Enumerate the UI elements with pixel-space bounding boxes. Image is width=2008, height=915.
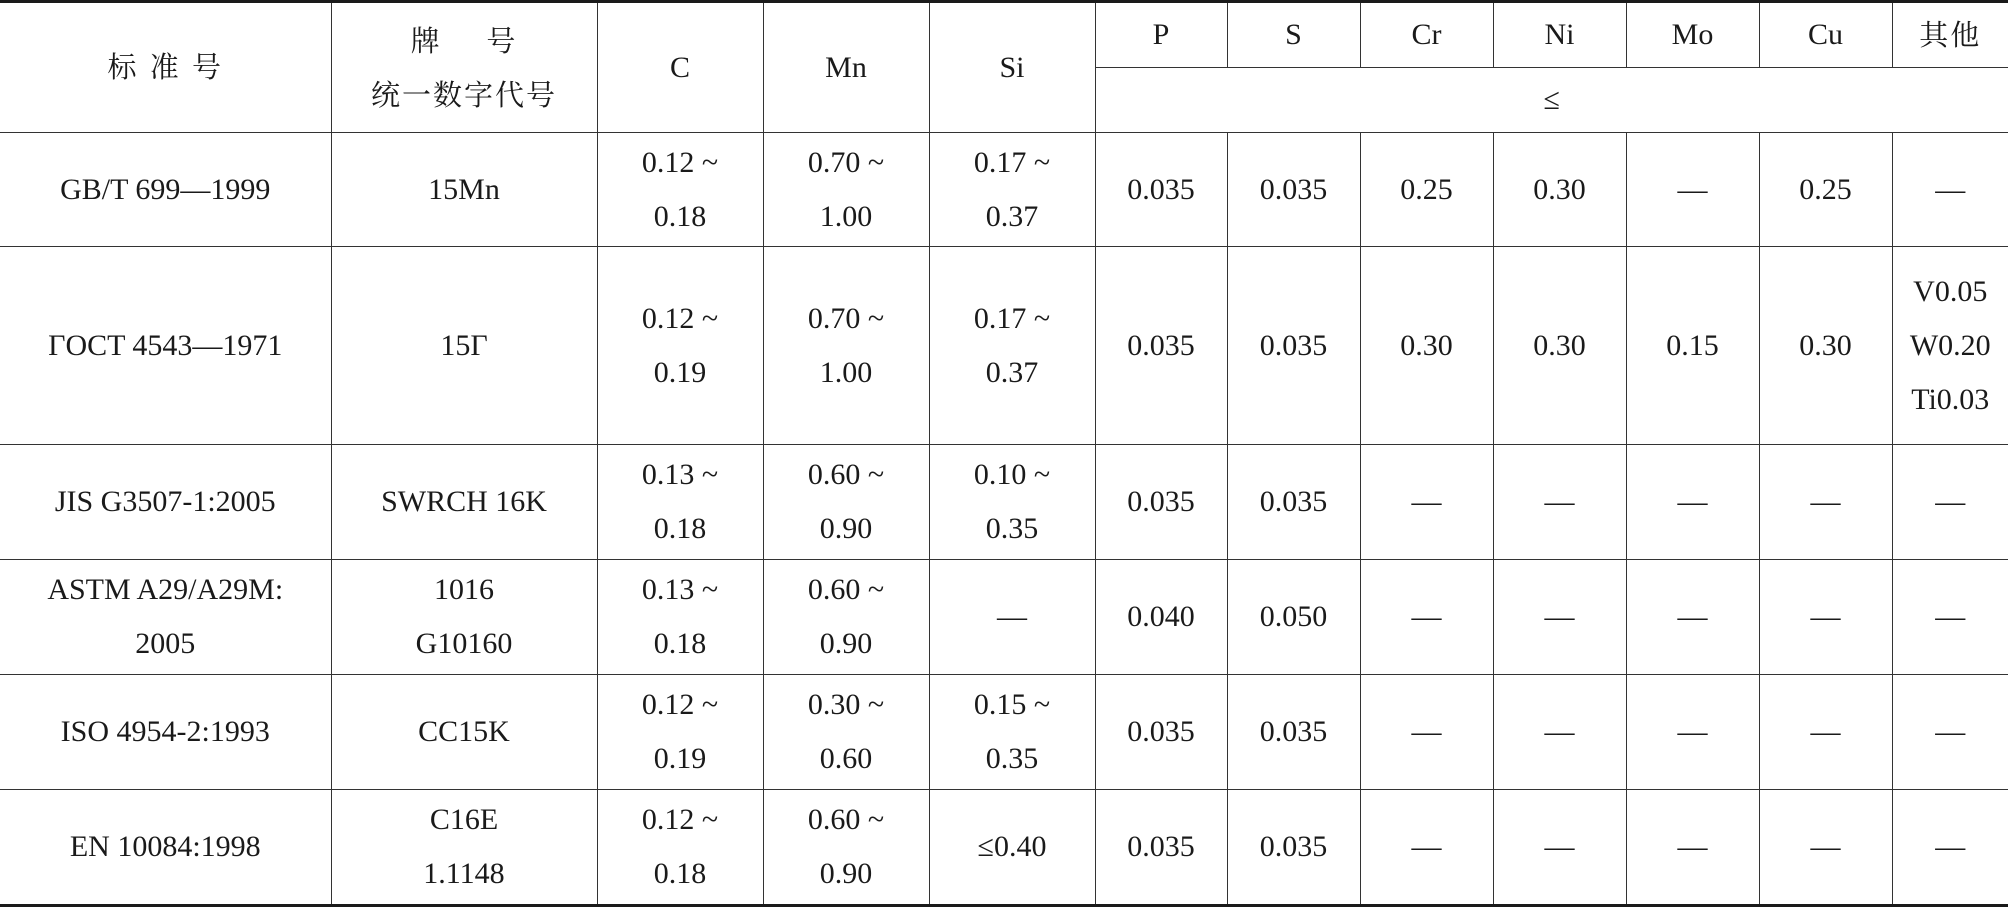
- cell-standard: [0, 445, 331, 560]
- cell-grade-line: G10160: [415, 627, 513, 660]
- cell-mn-line: 0.70 ~: [807, 301, 885, 335]
- cell-standard: [0, 560, 331, 675]
- cell-c-line: 0.19: [653, 355, 707, 389]
- cell-other-line: —: [1935, 600, 1966, 633]
- cell-mn-line: 0.90: [819, 512, 873, 545]
- cell-cu: 0.30: [1759, 247, 1892, 445]
- cell-ni: —: [1493, 560, 1626, 675]
- cell-standard: [0, 675, 331, 790]
- header-s: S: [1227, 2, 1360, 68]
- cell-c-line: 0.13 ~: [641, 573, 719, 606]
- cell-c: [597, 675, 763, 790]
- cell-mn-line: 1.00: [819, 355, 873, 389]
- header-si: Si: [929, 2, 1095, 133]
- cell-si-line: 0.17 ~: [973, 301, 1051, 335]
- header-grade-line1: 牌 号: [410, 23, 518, 58]
- header-max-symbol: ≤: [1095, 68, 2008, 133]
- header-standard: [0, 2, 331, 133]
- cell-standard-line: ISO 4954-2:1993: [60, 715, 270, 748]
- cell-si: [929, 133, 1095, 247]
- header-mn: Mn: [763, 2, 929, 133]
- cell-c-line: 0.18: [653, 512, 707, 545]
- cell-cu: —: [1759, 675, 1892, 790]
- cell-grade: [331, 445, 597, 560]
- cell-standard-line: GB/T 699—1999: [60, 172, 271, 206]
- cell-cr: —: [1360, 675, 1493, 790]
- table-row: [0, 133, 2008, 247]
- cell-p: 0.035: [1095, 790, 1227, 906]
- table-row: [0, 445, 2008, 560]
- cell-other: [1892, 247, 2008, 445]
- cell-standard-line: JIS G3507-1:2005: [54, 485, 276, 518]
- cell-c-line: 0.18: [653, 857, 707, 890]
- cell-mn: [763, 560, 929, 675]
- cell-other: [1892, 560, 2008, 675]
- cell-s: 0.035: [1227, 133, 1360, 247]
- table-row: [0, 247, 2008, 445]
- cell-standard: [0, 133, 331, 247]
- cell-other-line: —: [1935, 715, 1966, 748]
- cell-ni: 0.30: [1493, 247, 1626, 445]
- cell-other-line: —: [1935, 485, 1966, 518]
- cell-p: 0.035: [1095, 133, 1227, 247]
- header-cr: Cr: [1360, 2, 1493, 68]
- cell-si: [929, 675, 1095, 790]
- cell-c-line: 0.12 ~: [641, 688, 719, 721]
- cell-standard-line: ГOCT 4543—1971: [48, 328, 283, 362]
- cell-si: [929, 247, 1095, 445]
- cell-standard: [0, 247, 331, 445]
- cell-cr: 0.25: [1360, 133, 1493, 247]
- cell-c-line: 0.18: [653, 627, 707, 660]
- cell-mo: —: [1626, 133, 1759, 247]
- cell-si: [929, 560, 1095, 675]
- header-c: C: [597, 2, 763, 133]
- cell-mn-line: 0.90: [819, 627, 873, 660]
- cell-mn-line: 0.90: [819, 857, 873, 890]
- cell-c-line: 0.12 ~: [641, 145, 719, 179]
- cell-cr: —: [1360, 445, 1493, 560]
- cell-ni: 0.30: [1493, 133, 1626, 247]
- cell-cu: —: [1759, 445, 1892, 560]
- cell-mn-line: 0.60 ~: [807, 573, 885, 606]
- cell-grade: [331, 247, 597, 445]
- cell-c-line: 0.12 ~: [641, 803, 719, 836]
- cell-c: [597, 247, 763, 445]
- header-ni: Ni: [1493, 2, 1626, 68]
- cell-c: [597, 560, 763, 675]
- cell-grade-line: C16E: [429, 803, 499, 836]
- cell-grade-line: SWRCH 16K: [381, 485, 547, 518]
- cell-si-line: —: [997, 600, 1027, 633]
- cell-si-line: 0.35: [985, 512, 1039, 545]
- header-other-label: 其他: [1919, 17, 1982, 52]
- cell-other: [1892, 445, 2008, 560]
- header-p: P: [1095, 2, 1227, 68]
- cell-c: [597, 133, 763, 247]
- cell-p: 0.040: [1095, 560, 1227, 675]
- cell-p: 0.035: [1095, 445, 1227, 560]
- cell-standard-line: 2005: [135, 627, 196, 660]
- cell-mn: [763, 790, 929, 906]
- cell-mn-line: 1.00: [819, 199, 873, 233]
- cell-mn: [763, 247, 929, 445]
- header-row: [0, 2, 2008, 68]
- cell-grade-line: 1016: [434, 573, 494, 606]
- header-standard-label: 标 准 号: [107, 50, 223, 84]
- cell-si-line: 0.35: [985, 742, 1039, 775]
- cell-cr: —: [1360, 790, 1493, 906]
- cell-s: 0.035: [1227, 675, 1360, 790]
- cell-other: [1892, 675, 2008, 790]
- cell-other-line: —: [1935, 172, 1966, 206]
- table-row: [0, 790, 2008, 906]
- cell-grade-line: 15Mn: [428, 172, 500, 206]
- cell-c: [597, 445, 763, 560]
- header-mo: Mo: [1626, 2, 1759, 68]
- cell-si-line: ≤0.40: [977, 830, 1047, 863]
- cell-grade: [331, 790, 597, 906]
- cell-standard: [0, 790, 331, 906]
- cell-grade-line: 15Г: [440, 328, 488, 362]
- cell-c-line: 0.18: [653, 199, 707, 233]
- table-row: [0, 675, 2008, 790]
- cell-cu: —: [1759, 790, 1892, 906]
- cell-cr: —: [1360, 560, 1493, 675]
- cell-grade-line: CC15K: [418, 715, 510, 748]
- cell-grade: [331, 560, 597, 675]
- cell-mn-line: 0.30 ~: [807, 688, 885, 721]
- cell-mo: —: [1626, 790, 1759, 906]
- cell-cr: 0.30: [1360, 247, 1493, 445]
- cell-c-line: 0.13 ~: [641, 458, 719, 491]
- cell-standard-line: EN 10084:1998: [69, 830, 261, 863]
- cell-si: [929, 445, 1095, 560]
- cell-si-line: 0.15 ~: [973, 688, 1051, 721]
- cell-s: 0.050: [1227, 560, 1360, 675]
- cell-si-line: 0.17 ~: [973, 145, 1051, 179]
- cell-other-line: V0.05: [1913, 274, 1988, 308]
- cell-mo: —: [1626, 675, 1759, 790]
- cell-grade: [331, 133, 597, 247]
- cell-mn-line: 0.70 ~: [807, 145, 885, 179]
- cell-si-line: 0.37: [985, 355, 1039, 389]
- cell-mo: —: [1626, 560, 1759, 675]
- cell-mn-line: 0.60: [819, 742, 873, 775]
- cell-si-line: 0.10 ~: [973, 458, 1051, 491]
- cell-ni: —: [1493, 790, 1626, 906]
- cell-s: 0.035: [1227, 445, 1360, 560]
- cell-other: [1892, 133, 2008, 247]
- cell-s: 0.035: [1227, 247, 1360, 445]
- cell-mn-line: 0.60 ~: [807, 458, 885, 491]
- cell-c-line: 0.19: [653, 742, 707, 775]
- cell-ni: —: [1493, 445, 1626, 560]
- cell-mo: 0.15: [1626, 247, 1759, 445]
- cell-p: 0.035: [1095, 675, 1227, 790]
- cell-c-line: 0.12 ~: [641, 301, 719, 335]
- cell-other-line: Ti0.03: [1911, 382, 1990, 416]
- cell-mn-line: 0.60 ~: [807, 803, 885, 836]
- cell-standard-line: ASTM A29/A29M:: [47, 573, 284, 606]
- cell-other: [1892, 790, 2008, 906]
- header-grade: [331, 2, 597, 133]
- cell-mo: —: [1626, 445, 1759, 560]
- cell-cu: 0.25: [1759, 133, 1892, 247]
- header-grade-line2: 统一数字代号: [370, 77, 557, 112]
- cell-s: 0.035: [1227, 790, 1360, 906]
- cell-p: 0.035: [1095, 247, 1227, 445]
- header-cu: Cu: [1759, 2, 1892, 68]
- cell-si: [929, 790, 1095, 906]
- cell-other-line: —: [1935, 830, 1966, 863]
- cell-mn: [763, 445, 929, 560]
- cell-si-line: 0.37: [985, 199, 1039, 233]
- cell-ni: —: [1493, 675, 1626, 790]
- cell-c: [597, 790, 763, 906]
- table-row: [0, 560, 2008, 675]
- cell-mn: [763, 133, 929, 247]
- cell-grade-line: 1.1148: [423, 857, 505, 890]
- cell-mn: [763, 675, 929, 790]
- header-other: [1892, 2, 2008, 68]
- cell-grade: [331, 675, 597, 790]
- cell-other-line: W0.20: [1909, 328, 1991, 362]
- cell-cu: —: [1759, 560, 1892, 675]
